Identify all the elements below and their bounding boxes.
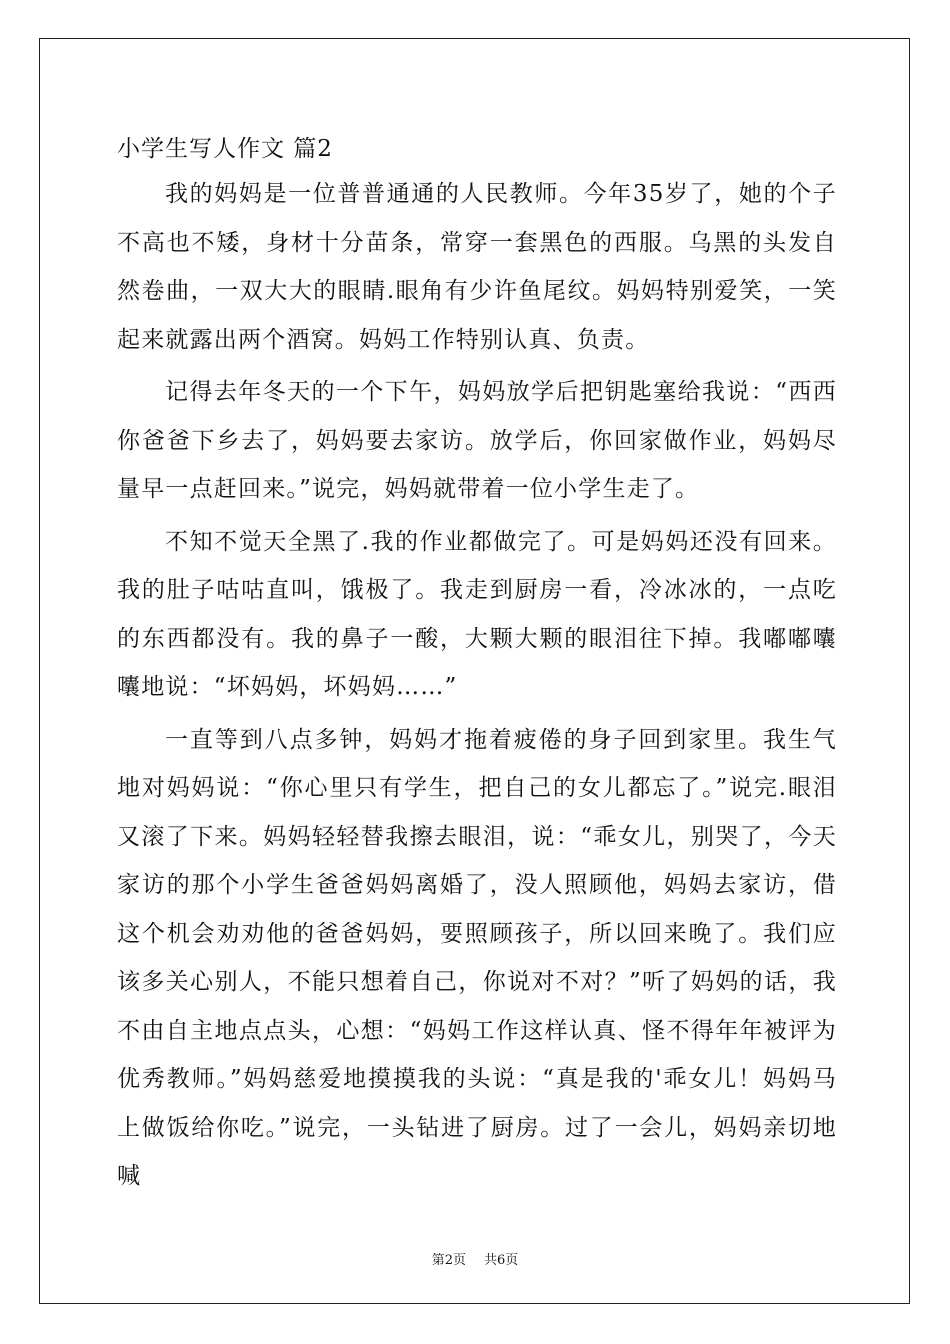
document-body (117, 128, 837, 1205)
page-total: 共6页 (484, 1253, 519, 1268)
page-number: 第2页 (431, 1253, 466, 1268)
paragraph-4: 一直等到八点多钟，妈妈才拖着疲倦的身子回到家里。我生气地对妈妈说：“你心里只有学生，把自己的女儿都忘了。”说完.眼泪又滚了下来。妈妈轻轻替我擦去眼泪，说：“乖女儿，别哭了，今天家访的那个小学生爸爸妈妈离婚了，没人照顾他，妈妈去家访，借这个机会劝劝他的爸爸妈妈，要照顾孩子，所以回来晚了。我们应该多关心别人，不能只想着自己，你说对不对？”听了妈妈的话，我不由自主地点点头，心想：“妈妈工作这样认真、怪不得年年被评为优秀教师。”妈妈慈爱地摸摸我的头说：“真是我的'乖女儿！妈妈马上做饭给你吃。”说完，一头钻进了厨房。过了一会儿，妈妈亲切地喊 (117, 726, 837, 1189)
paragraph-3: 不知不觉天全黑了.我的作业都做完了。可是妈妈还没有回来。我的肚子咕咕直叫，饿极了。我走到厨房一看，冷冰冰的，一点吃的东西都没有。我的鼻子一酸，大颗大颗的眼泪往下掉。我嘟嘟囔囔地说：“坏妈妈，坏妈妈……” (117, 528, 837, 700)
paragraph-1: 我的妈妈是一位普普通通的人民教师。今年35岁了，她的个子不高也不矮，身材十分苗条，常穿一套黑色的西服。乌黑的头发自然卷曲，一双大大的眼睛.眼角有少许鱼尾纹。妈妈特别爱笑，一笑起来就露出两个酒窝。妈妈工作特别认真、负责。 (117, 181, 837, 353)
page-footer (0, 1249, 950, 1268)
document-title: 小学生写人作文 篇2 (117, 136, 333, 162)
paragraph-2: 记得去年冬天的一个下午，妈妈放学后把钥匙塞给我说：“西西你爸爸下乡去了，妈妈要去家访。放学后，你回家做作业，妈妈尽量早一点赶回来。”说完，妈妈就带着一位小学生走了。 (117, 379, 837, 502)
